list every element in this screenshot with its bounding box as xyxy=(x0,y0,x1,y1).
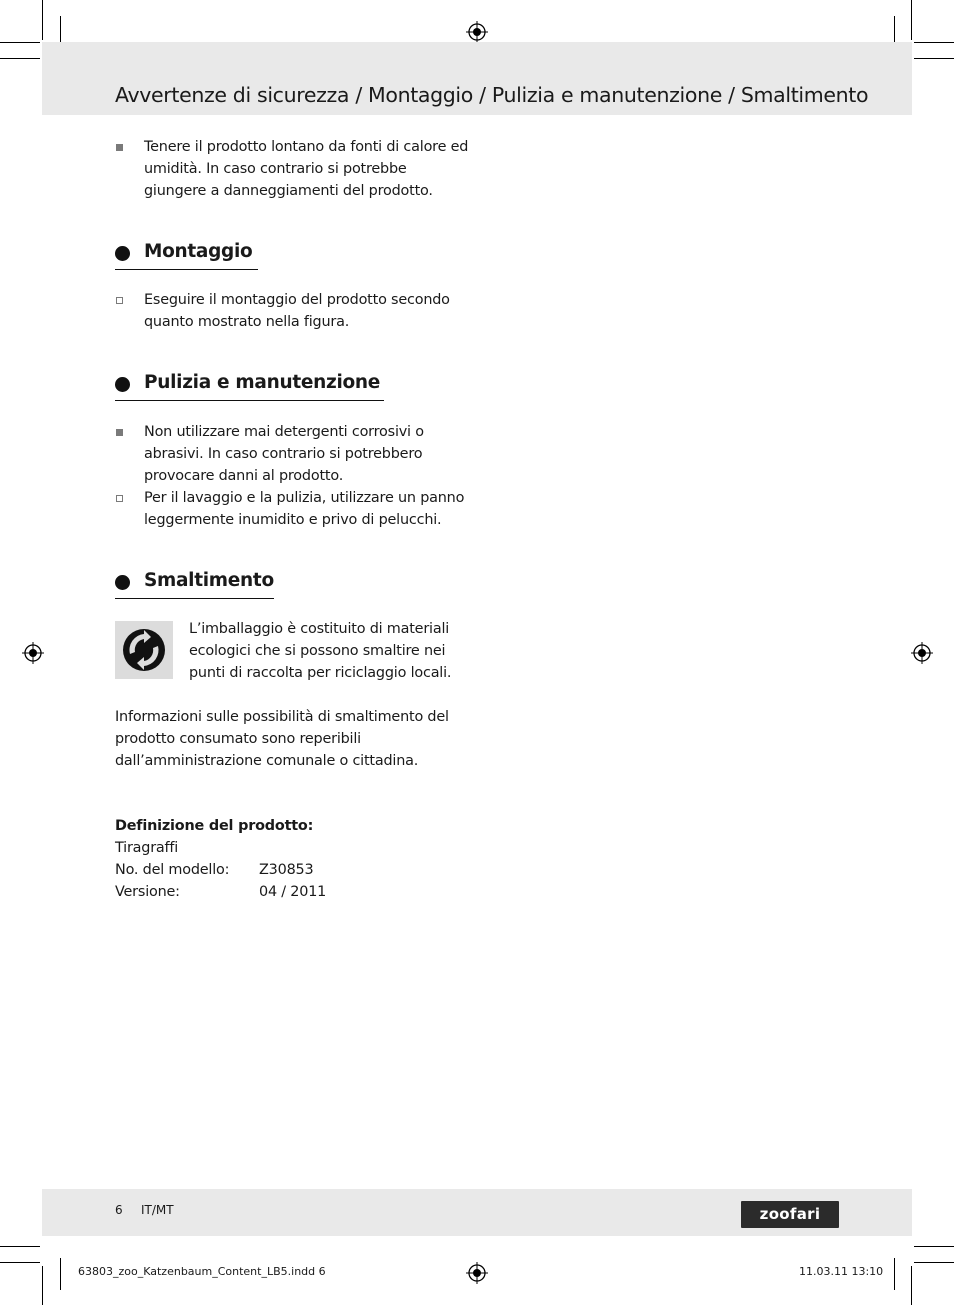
green-dot-recycle-icon xyxy=(115,621,173,679)
list-item-text: Tenere il prodotto lontano da fonti di calore ed umidità. In caso contrario si potrebbe giungere a danneggiamenti del prodotto. xyxy=(144,139,469,199)
registration-mark-icon xyxy=(466,1262,488,1284)
filled-square-bullet-icon xyxy=(116,429,123,436)
crop-mark xyxy=(0,42,40,43)
crop-mark xyxy=(914,1246,954,1247)
model-label: No. del modello: xyxy=(115,862,230,878)
crop-mark xyxy=(911,0,912,40)
version-row xyxy=(115,881,327,903)
registration-mark-icon xyxy=(22,642,44,664)
list-item xyxy=(115,289,475,333)
crop-mark xyxy=(42,0,43,40)
bullet-dot-icon xyxy=(115,246,130,261)
section-title: Smaltimento xyxy=(144,570,274,591)
registration-mark-icon xyxy=(911,642,933,664)
crop-mark xyxy=(60,1258,61,1290)
section-title: Pulizia e manutenzione xyxy=(144,372,381,393)
list-item xyxy=(115,421,475,487)
bullet-dot-icon xyxy=(115,575,130,590)
crop-mark xyxy=(914,58,954,59)
list-item-text: Non utilizzare mai detergenti corrosivi o abrasivi. In caso contrario si potrebbero provocare danni al prodotto. xyxy=(144,424,424,484)
page-title: Avvertenze di sicurezza / Montaggio / Pulizia e manutenzione / Smaltimento xyxy=(115,83,869,107)
language-code: IT/MT xyxy=(141,1203,174,1217)
heading-underline xyxy=(115,269,258,270)
crop-mark xyxy=(894,1258,895,1290)
checkbox-square-icon xyxy=(116,297,123,304)
section-title: Montaggio xyxy=(144,241,253,262)
version-value: 04 / 2011 xyxy=(259,884,327,900)
zoofari-logo: zoofari xyxy=(741,1201,839,1228)
heading-underline xyxy=(115,598,274,599)
bullet-dot-icon xyxy=(115,377,130,392)
model-row xyxy=(115,859,314,881)
slug-timestamp: 11.03.11 13:10 xyxy=(799,1265,884,1278)
crop-mark xyxy=(914,1262,954,1263)
page-number: 6 xyxy=(115,1203,123,1217)
heading-underline xyxy=(115,400,384,401)
product-name: Tiragraffi xyxy=(115,840,179,856)
list-item-text: Per il lavaggio e la pulizia, utilizzare un panno leggermente inumidito e privo di pelucchi. xyxy=(144,490,465,528)
packaging-text: L’imballaggio è costituito di materiali ecologici che si possono smaltire nei punti di raccolta per riciclaggio locali. xyxy=(189,621,452,681)
slug-filename: 63803_zoo_Katzenbaum_Content_LB5.indd 6 xyxy=(78,1265,326,1278)
crop-mark xyxy=(0,1246,40,1247)
list-item xyxy=(115,136,475,202)
crop-mark xyxy=(0,58,40,59)
crop-mark xyxy=(0,1262,40,1263)
checkbox-square-icon xyxy=(116,495,123,502)
registration-mark-icon xyxy=(466,21,488,43)
list-item-text: Eseguire il montaggio del prodotto secondo quanto mostrato nella figura. xyxy=(144,292,450,330)
list-item xyxy=(115,487,475,531)
crop-mark xyxy=(42,1266,43,1305)
disposal-info-text: Informazioni sulle possibilità di smaltimento del prodotto consumato sono reperibili dall’amministrazione comunale o cittadina. xyxy=(115,709,449,769)
filled-square-bullet-icon xyxy=(116,144,123,151)
crop-mark xyxy=(911,1266,912,1305)
crop-mark xyxy=(914,42,954,43)
model-value: Z30853 xyxy=(259,862,314,878)
definition-heading: Definizione del prodotto: xyxy=(115,818,314,834)
version-label: Versione: xyxy=(115,884,180,900)
